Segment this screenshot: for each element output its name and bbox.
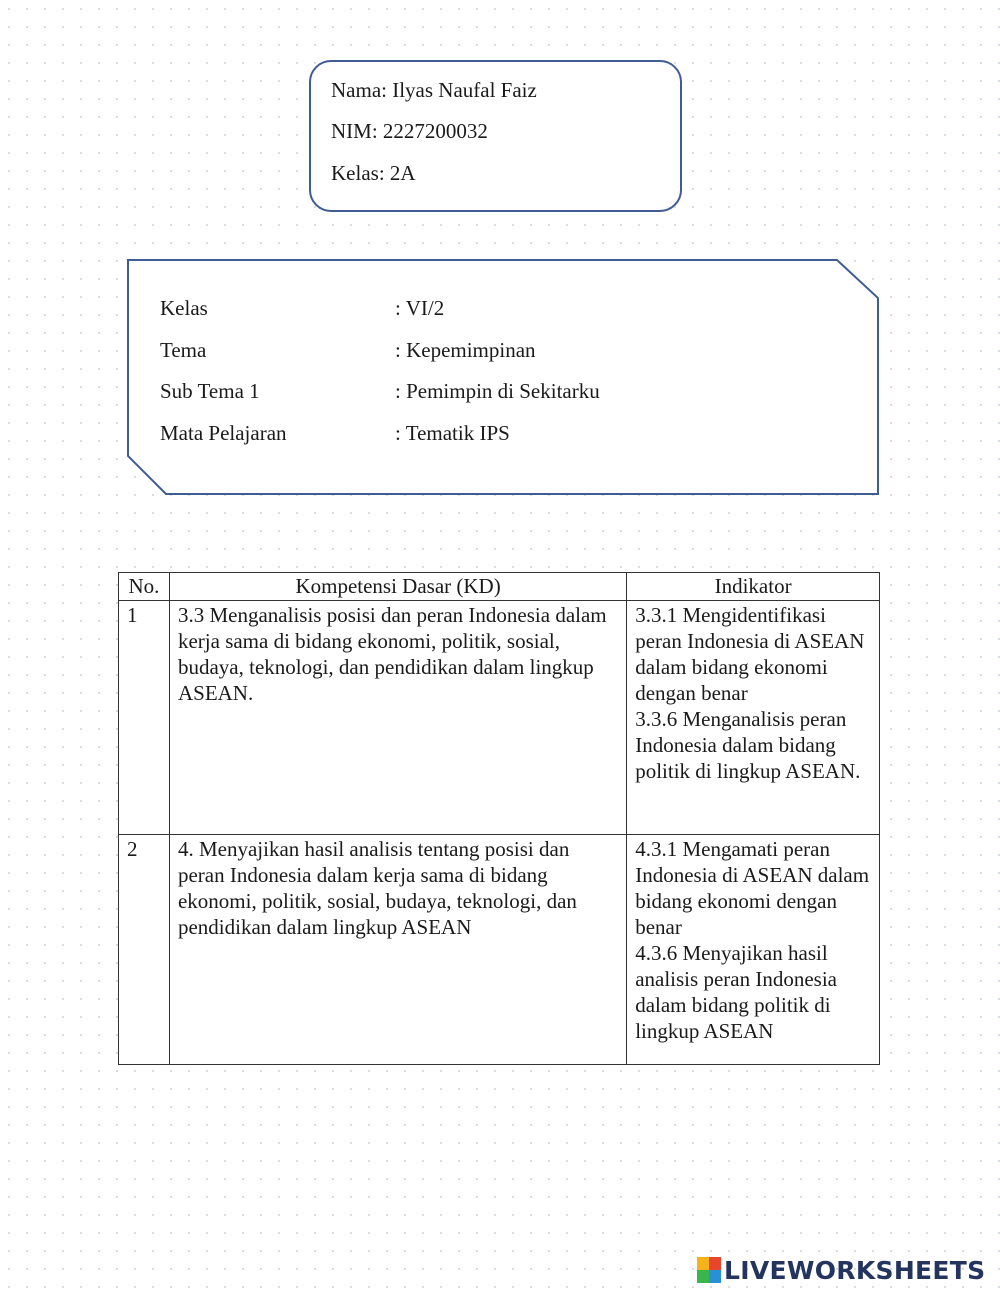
- info-value: : Tematik IPS: [395, 421, 510, 445]
- info-label: Mata Pelajaran: [160, 421, 287, 445]
- info-value: : Pemimpin di Sekitarku: [395, 379, 600, 403]
- header-kd: Kompetensi Dasar (KD): [169, 573, 626, 601]
- indikator-item: 3.3.6 Menganalisis peran Indonesia dalam bidang politik di lingkup ASEAN.: [635, 707, 861, 783]
- info-value: : Kepemimpinan: [395, 338, 536, 362]
- indikator-item: 3.3.1 Mengidentifikasi peran Indonesia di ASEAN dalam bidang ekonomi dengan benar: [635, 603, 865, 705]
- row-number: 1: [119, 601, 170, 835]
- student-nim: NIM: 2227200032: [331, 119, 488, 143]
- lesson-info-frame: [126, 258, 880, 496]
- info-value: : VI/2: [395, 296, 445, 320]
- student-class: Kelas: 2A: [331, 161, 416, 185]
- indikator-item: 4.3.6 Menyajikan hasil analisis peran Indonesia dalam bidang politik di lingkup ASEAN: [635, 941, 837, 1043]
- row-indikator: [627, 835, 880, 1065]
- row-indikator: [627, 601, 880, 835]
- kd-table: [118, 572, 880, 1065]
- header-indikator: Indikator: [627, 573, 880, 601]
- student-identity-box: [309, 60, 682, 212]
- logo-text: LIVEWORKSHEETS: [724, 1255, 986, 1285]
- table-row: [119, 835, 880, 1065]
- indikator-item: 4.3.1 Mengamati peran Indonesia di ASEAN dalam bidang ekonomi dengan benar: [635, 837, 870, 939]
- info-label: Tema: [160, 338, 207, 362]
- row-kd: 3.3 Menganalisis posisi dan peran Indonesia dalam kerja sama di bidang ekonomi, politik, sosial, budaya, teknologi, dan pendidikan dalam lingkup ASEAN.: [169, 601, 626, 835]
- table-row: [119, 601, 880, 835]
- student-name: Nama: Ilyas Naufal Faiz: [331, 78, 537, 102]
- liveworksheets-logo-icon: [697, 1257, 721, 1283]
- row-number: 2: [119, 835, 170, 1065]
- liveworksheets-logo[interactable]: [697, 1255, 985, 1285]
- row-kd: 4. Menyajikan hasil analisis tentang posisi dan peran Indonesia dalam kerja sama di bidang ekonomi, politik, sosial, budaya, teknologi, dan pendidikan dalam lingkup ASEAN: [169, 835, 626, 1065]
- header-no: No.: [119, 573, 170, 601]
- lesson-info-box: [126, 258, 880, 496]
- info-label: Sub Tema 1: [160, 379, 260, 403]
- table-header-row: [119, 573, 880, 601]
- info-label: Kelas: [160, 296, 208, 320]
